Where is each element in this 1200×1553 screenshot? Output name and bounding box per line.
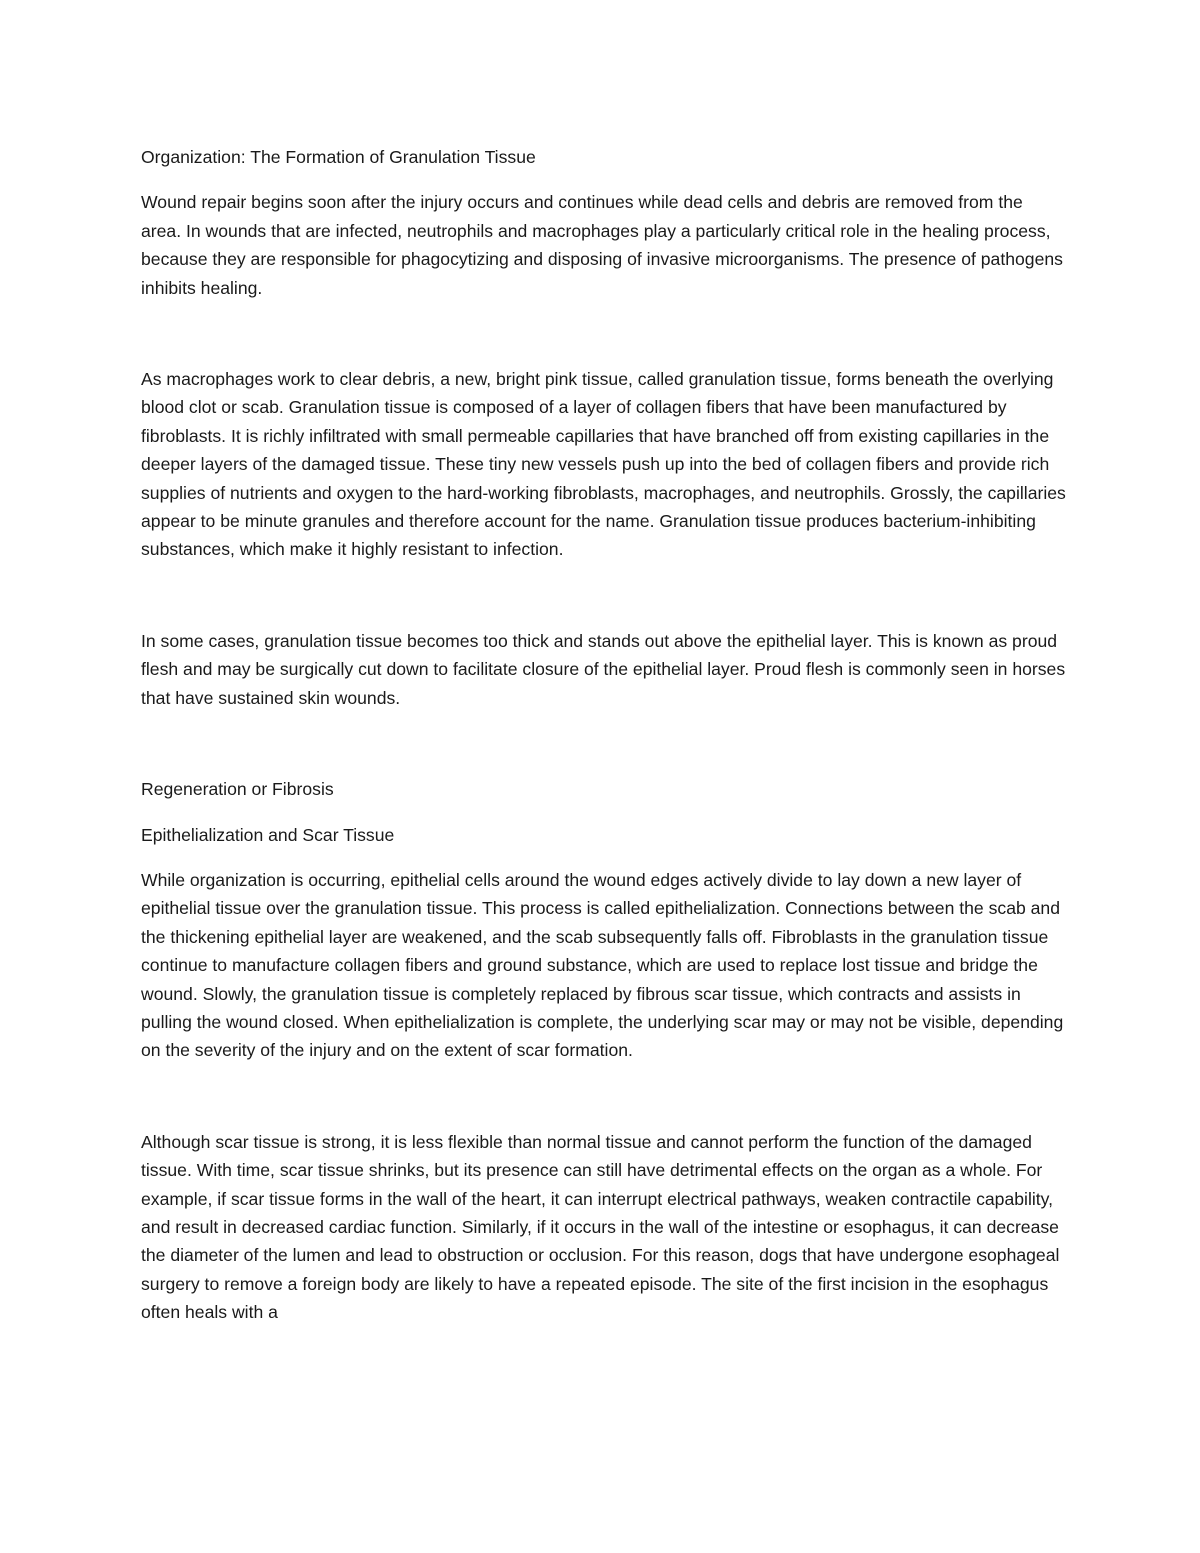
section-heading-organization: Organization: The Formation of Granulation Tissue (141, 147, 536, 167)
section-heading-epithelialization: Epithelialization and Scar Tissue (141, 824, 395, 845)
paragraph-wound-repair: Wound repair begins soon after the injury occurs and continues while dead cells and debris are removed from the area. In wounds that are infected, neutrophils and macrophages play a particularly critical role in the healing process, because they are responsible for phagocytizing and disposing of invasive microorganisms. The presence of pathogens inhibits healing. (141, 192, 1063, 298)
paragraph-epithelialization: While organization is occurring, epithelial cells around the wound edges actively divide to lay down a new layer of epithelial tissue over the granulation tissue. This process is called epithelialization. Connections between the scab and the thickening epithelial layer are weakened, and the scab subsequently falls off. Fibroblasts in the granulation tissue continue to manufacture collagen fibers and ground substance, which are used to replace lost tissue and bridge the wound. Slowly, the granulation tissue is completely replaced by fibrous scar tissue, which contracts and assists in pulling the wound closed. When epithelialization is complete, the underlying scar may or may not be visible, depending on the severity of the injury and on the extent of scar formation. (141, 869, 1064, 1061)
paragraph-granulation-tissue: As macrophages work to clear debris, a new, bright pink tissue, called granulation tissue, forms beneath the overlying blood clot or scab. Granulation tissue is composed of a layer of collagen fibers that have been manufactured by fibroblasts. It is richly infiltrated with small permeable capillaries that have branched off from existing capillaries in the deeper layers of the damaged tissue. These tiny new vessels push up into the bed of collagen fibers and provide rich supplies of nutrients and oxygen to the hard-working fibroblasts, macrophages, and neutrophils. Grossly, the capillaries appear to be minute granules and therefore account for the name. Granulation tissue produces bacterium-inhibiting substances, which make it highly resistant to infection. (141, 369, 1066, 560)
document-page (141, 143, 1066, 1344)
paragraph-scar-tissue: Although scar tissue is strong, it is less flexible than normal tissue and cannot perform the function of the damaged tissue. With time, scar tissue shrinks, but its presence can still have detrimental effects on the organ as a whole. For example, if scar tissue forms in the wall of the heart, it can interrupt electrical pathways, weaken contractile capability, and result in decreased cardiac function. Similarly, if it occurs in the wall of the intestine or esophagus, it can decrease the diameter of the lumen and lead to obstruction or occlusion. For this reason, dogs that have undergone esophageal surgery to remove a foreign body are likely to have a repeated episode. The site of the first incision in the esophagus often heals with a (141, 1131, 1060, 1323)
section-heading-regeneration: Regeneration or Fibrosis (141, 779, 334, 800)
paragraph-proud-flesh: In some cases, granulation tissue becomes too thick and stands out above the epithelial layer. This is known as proud flesh and may be surgically cut down to facilitate closure of the epithelial layer. Proud flesh is commonly seen in horses that have sustained skin wounds. (141, 630, 1066, 708)
